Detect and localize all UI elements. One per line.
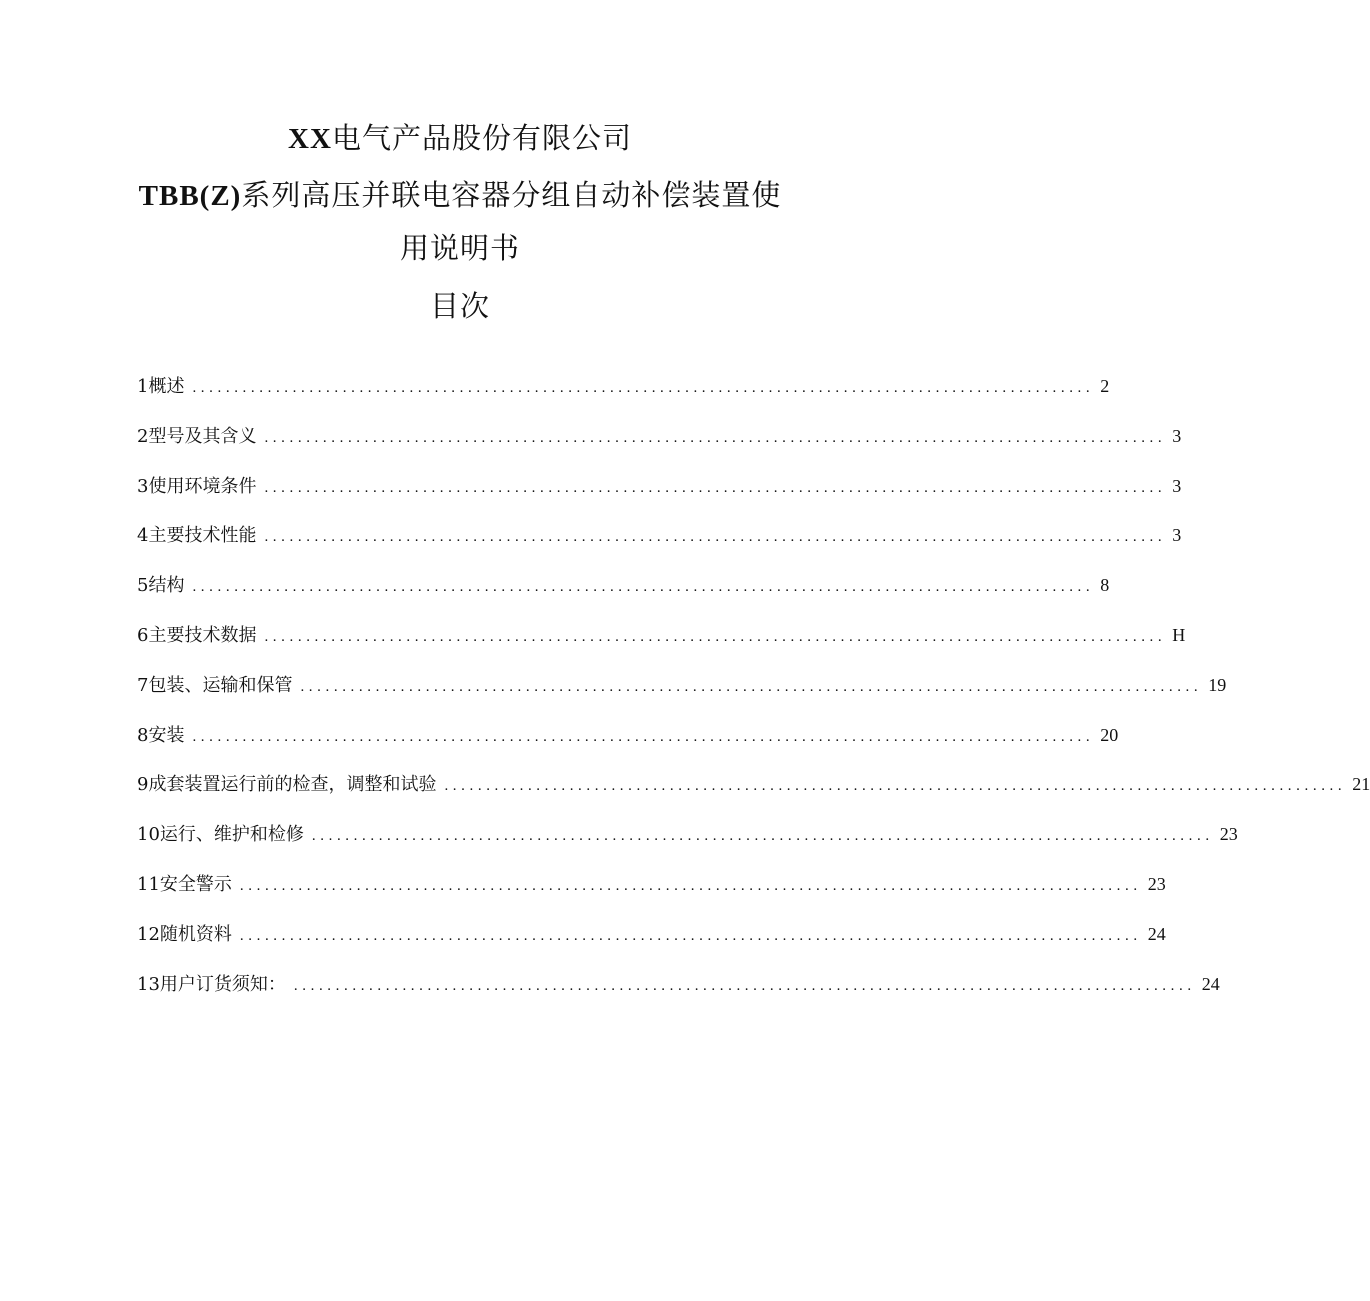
toc-entry-label: 10运行、维护和检修 [137,824,304,846]
toc-entry[interactable] [137,715,1119,765]
toc-heading: 目次 [429,289,490,323]
toc-entry-label: 6主要技术数据 [137,624,257,646]
toc-dot-leader: ............................................................................................................ [311,828,1214,845]
toc-entry-label: 4主要技术性能 [137,525,257,547]
toc-entry[interactable] [137,814,1238,864]
toc-entry[interactable] [137,864,1166,914]
toc-entry[interactable] [137,416,1182,466]
toc-dot-leader: ............................................................................................................ [444,778,1347,795]
product-title [0,169,920,222]
toc-dot-leader: ............................................................................................................ [264,479,1167,496]
product-title-continued: 用说明书 [399,231,520,265]
toc-dot-leader: ............................................................................................................ [264,628,1167,645]
toc-entry-page: 24 [1147,923,1166,944]
toc-entry-page: 21 [1352,774,1370,795]
toc-dot-leader: ............................................................................................................ [300,678,1203,695]
toc-entry-label: 5结构 [137,575,185,597]
toc-entry-page: 20 [1100,724,1119,745]
toc-entry[interactable] [137,914,1166,964]
toc-dot-leader: ............................................................................................................ [239,927,1142,944]
toc-entry-page: 3 [1172,525,1182,546]
company-prefix: XX [288,123,332,155]
toc-entry-label: 8安装 [137,724,185,746]
toc-entry-page: 2 [1100,376,1110,396]
toc-entry[interactable] [137,615,1186,665]
company-title [0,112,920,165]
toc-dot-leader: ............................................................................................................ [192,728,1095,745]
product-title-text: 系列高压并联电容器分组自动补偿装置使 [241,178,782,212]
product-prefix: TBB(Z) [138,180,242,212]
toc-entry[interactable] [137,515,1182,565]
toc-dot-leader: ............................................................................................................ [293,977,1196,994]
toc-entry-label: 13用户订货须知： [137,973,286,995]
toc-dot-leader: ............................................................................................................ [239,877,1142,894]
toc-entry-label: 9成套装置运行前的检查，调整和试验 [137,774,437,796]
toc-entry-page: 3 [1172,475,1182,496]
table-of-contents [137,366,1370,1013]
toc-dot-leader: ............................................................................................................ [192,380,1095,396]
toc-entry-page: 19 [1208,674,1227,695]
toc-dot-leader: ............................................................................................................ [192,579,1095,596]
toc-entry[interactable] [137,764,1370,814]
title-block [0,112,920,332]
toc-entry-label: 2型号及其含义 [137,425,257,447]
toc-entry-page: 3 [1172,425,1182,446]
toc-entry-label: 12随机资料 [137,923,232,945]
toc-entry-label: 7包装、运输和保管 [137,674,293,696]
toc-entry[interactable] [137,565,1110,615]
toc-entry[interactable] [137,466,1182,516]
toc-entry-page: 23 [1219,824,1238,845]
toc-dot-leader: ............................................................................................................ [264,529,1167,546]
toc-entry[interactable] [137,366,1110,416]
toc-entry-label: 1概述 [137,376,185,397]
toc-dot-leader: ............................................................................................................ [264,429,1167,446]
toc-entry-page: 23 [1147,873,1166,894]
toc-entry-label: 3使用环境条件 [137,475,257,497]
company-name: 电气产品股份有限公司 [331,121,632,155]
toc-entry[interactable] [137,665,1227,715]
toc-entry-page: H [1172,624,1186,645]
toc-entry-page: 8 [1100,575,1110,596]
toc-entry-page: 24 [1201,973,1220,994]
toc-entry[interactable] [137,964,1220,1014]
toc-entry-label: 11安全警示 [137,873,232,895]
